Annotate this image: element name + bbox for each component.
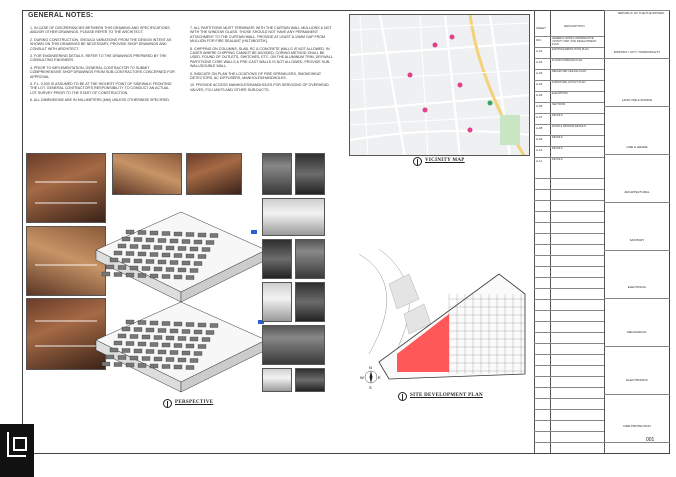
title-block-sheet-desc: FLOOR FINISHING PLAN	[552, 59, 583, 62]
title-block-discipline-row	[604, 10, 670, 11]
shelving-unit	[166, 268, 174, 272]
site-plan-caption-icon	[398, 392, 407, 401]
title-block-sheet-no: A-03	[536, 71, 543, 75]
shelving-unit	[154, 336, 162, 340]
shelving-unit	[158, 350, 166, 354]
archive-photo	[295, 239, 325, 279]
shelving-unit	[130, 266, 138, 270]
shelving-unit	[142, 245, 150, 249]
shelving-unit	[190, 337, 198, 341]
title-block-discipline-row	[604, 250, 670, 251]
archive-photo	[295, 368, 325, 392]
title-block-blank-row	[534, 244, 604, 245]
title-block-sheet-desc: ELEVATIONS	[552, 92, 568, 95]
shelving-unit	[202, 248, 210, 252]
title-block-blank-row	[534, 277, 604, 278]
shelving-unit	[190, 359, 198, 363]
shelving-unit	[150, 321, 158, 325]
title-block-blank-row	[534, 200, 604, 201]
shelving-unit	[194, 262, 202, 266]
shelving-unit	[146, 350, 154, 354]
archive-photo	[262, 282, 292, 322]
title-block-sheet-desc: DETAILS	[552, 114, 563, 117]
note-item: 8. CHIPPING ON COLUMNS, SLAB, RC & CONCRETE WALLS IS NOT ALLOWED. IN CASES WHERE CHIPPING CANNOT BE AVOIDED, CORING METHOD SHALL BE USED. FOUND OF OUTLETS, SWITCHES, ETC. ON THE ALUMINUM TRIM, DRYWALL PARTITIONS CORE WALLS & PRE-CAST WALLS IS NOT ALLOWED. PROVIDE SUB-WALL/DOUBLE WALL.	[190, 46, 333, 69]
shelving-unit	[174, 322, 182, 326]
shelving-unit	[134, 328, 142, 332]
archive-photo	[262, 198, 325, 236]
shelving-unit	[150, 231, 158, 235]
shelving-unit	[114, 341, 122, 345]
shelving-unit	[174, 254, 182, 258]
shelving-unit	[174, 232, 182, 236]
isometric-plan-drawing	[86, 200, 276, 400]
shelving-unit	[126, 230, 134, 234]
shelving-unit	[114, 363, 122, 367]
title-block-sheet-no: A-08	[536, 126, 543, 130]
shelving-unit	[198, 323, 206, 327]
shelving-unit	[186, 254, 194, 258]
shelving-unit	[126, 252, 134, 256]
shelving-unit	[178, 358, 186, 362]
title-block-discipline: ARCHITECTURAL	[624, 190, 650, 194]
title-block-discipline-row	[604, 442, 670, 443]
shelving-unit	[170, 239, 178, 243]
title-block-blank-row	[534, 255, 604, 256]
shelving-unit	[198, 255, 206, 259]
title-block-blank-row	[534, 233, 604, 234]
archive-photo	[295, 282, 325, 322]
note-item: 2. DURING CONSTRUCTION, SHOULD VARIATIONS FROM THE DESIGN INTENT AS SHOWN ON THIS DRAWINGS BE NECESSARY, PROVIDE SHOP DRAWINGS AND CONSULT WITH ARCHITECT.	[30, 37, 172, 51]
title-block-blank-row	[534, 332, 604, 333]
title-block-discipline: MECHANICAL	[627, 330, 647, 334]
title-block-sheet-no: A-07	[536, 115, 543, 119]
shelving-unit	[194, 330, 202, 334]
archive-photo	[262, 239, 292, 279]
title-block-blank-row	[534, 365, 604, 366]
title-block-sheet-no: A-10	[536, 148, 543, 152]
shelving-unit	[118, 356, 126, 360]
shelving-unit	[166, 246, 174, 250]
shelving-unit	[130, 245, 138, 249]
shelving-unit	[138, 231, 146, 235]
title-block-discipline-row	[604, 394, 670, 395]
shelving-unit	[118, 334, 126, 338]
shelving-unit	[210, 324, 218, 328]
shelving-unit	[206, 241, 214, 245]
shelving-unit	[158, 329, 166, 333]
archive-photo	[295, 153, 325, 195]
shelving-unit	[198, 233, 206, 237]
shelving-unit	[202, 338, 210, 342]
title-block-sheet-desc: DETAILS	[552, 136, 563, 139]
title-block	[534, 10, 670, 454]
shelving-unit	[118, 266, 126, 270]
title-block-blank-row	[534, 321, 604, 322]
note-item: 10. PROVIDE ACCESS MANHOLES/HANDHOLES FOR SERVICING OF OVERHEAD VALVES, FCU UNITS AND OTHER SUB-DUCTS.	[190, 83, 329, 92]
shelving-unit	[182, 240, 190, 244]
title-block-blank-row	[534, 431, 604, 432]
title-block-description-header: DESCRIPTION	[564, 24, 585, 28]
perspective-caption: PERSPECTIVE	[175, 400, 214, 405]
shelving-unit	[126, 363, 134, 367]
shelving-unit	[142, 335, 150, 339]
title-block-discipline: LINE & GRADE	[626, 145, 648, 149]
shelving-unit	[126, 342, 134, 346]
archive-photo	[262, 153, 292, 195]
shelving-unit	[162, 253, 170, 257]
shelving-unit	[170, 351, 178, 355]
title-block-republic: REPUBLIC OF THE PHILIPPINES	[617, 11, 665, 15]
title-block-sheet-no: A-02	[536, 60, 543, 64]
shelving-unit	[190, 269, 198, 273]
shelving-unit	[166, 336, 174, 340]
title-block-sheet-no: A-11	[536, 159, 543, 163]
note-item: 3. FOR ENGINEERING DETAILS, REFER TO THE DRAWINGS PREPARED BY THE CONSULTING ENGINEER.	[30, 54, 167, 63]
title-block-discipline-row	[604, 58, 670, 59]
shelving-unit	[194, 240, 202, 244]
title-block-sheet-no: A-05	[536, 93, 543, 97]
shelving-unit	[162, 322, 170, 326]
shelving-unit	[154, 357, 162, 361]
title-block-blank-row	[534, 442, 604, 443]
notes-column-2	[190, 26, 335, 95]
shelving-unit	[106, 265, 114, 269]
title-block-blank-row	[534, 387, 604, 388]
title-block-sheet-desc: DETAILS	[552, 158, 563, 161]
svg-text:E: E	[378, 375, 381, 380]
shelving-unit	[122, 259, 130, 263]
shelving-unit	[162, 275, 170, 279]
title-block-blank-row	[534, 420, 604, 421]
note-item: 7. ALL PARTITIONS MUST TERMINATE WITH THE CURTAIN WALL MULLIONS & NOT WITH THE WINDOW GLASS. THOSE SHOULD NOT HAVE ANY PERMANENT ATTACHMENT TO THE CURTAIN WALL. PROVIDE AT LEAST 6-10MM GAP FROM MULLION FOR FIRE SEALANT (HILTI/BOSTIK).	[190, 26, 332, 44]
title-block-sheet-desc: DOOR & WINDOW DETAILS	[552, 125, 586, 128]
svg-text:S: S	[369, 385, 372, 390]
perspective-caption-icon	[163, 399, 172, 408]
shelving-unit	[114, 273, 122, 277]
title-block-discipline-row	[604, 298, 670, 299]
title-block-sheet-desc: REFLECTED CEILING PLAN	[552, 70, 587, 73]
shelving-unit	[138, 342, 146, 346]
archive-photo	[262, 368, 292, 392]
title-block-blank-row	[534, 354, 604, 355]
title-block-blank-row	[534, 222, 604, 223]
title-block-blank-row	[534, 288, 604, 289]
note-item: 6. ALL DIMENSIONS ARE IN MILLIMETERS (MM) UNLESS OTHERWISE SPECIFIED.	[30, 98, 170, 103]
firm-logo	[0, 424, 34, 477]
shelving-unit	[150, 364, 158, 368]
title-block-blank-row	[534, 189, 604, 190]
shelving-unit	[102, 362, 110, 366]
title-block-sheet-desc: SECTIONS	[552, 103, 566, 106]
shelving-unit	[146, 260, 154, 264]
title-block-discipline: FIRE PROTECTION	[623, 424, 651, 428]
shelving-unit	[198, 345, 206, 349]
shelving-unit	[106, 355, 114, 359]
title-block-sheet-no: A-01	[536, 49, 543, 53]
shelving-unit	[146, 328, 154, 332]
perspective-render-reading-area	[112, 153, 182, 195]
shelving-unit	[186, 233, 194, 237]
title-block-sheet-desc: DETAILS	[552, 147, 563, 150]
title-block-discipline-row	[604, 154, 670, 155]
shelving-unit	[170, 261, 178, 265]
site-development-plan	[349, 244, 530, 394]
shelving-unit	[130, 356, 138, 360]
shelving-unit	[178, 337, 186, 341]
shelving-unit	[186, 366, 194, 370]
shelving-unit	[122, 237, 130, 241]
title-block-discipline-row	[604, 202, 670, 203]
shelving-unit	[126, 273, 134, 277]
sheet-number: 001	[646, 437, 655, 443]
shelving-unit	[186, 323, 194, 327]
shelving-unit	[206, 331, 214, 335]
shelving-unit	[110, 258, 118, 262]
vicinity-map-caption-icon	[413, 157, 422, 166]
shelving-unit	[154, 267, 162, 271]
title-block-blank-row	[534, 310, 604, 311]
title-block-blank-row	[534, 211, 604, 212]
shelving-unit	[146, 238, 154, 242]
title-block-blank-row	[534, 409, 604, 410]
note-item: 5. F.L. 0.000 IS ASSUMED TO BE AT THE HIGHEST POINT OF SIDEWALK FRONTING THE LOT. GENERAL CONTRACTOR'S RESPONSIBILITY TO CONDUCT AN ACTUAL LOT SURVEY PRIOR TO THE START OF CONSTRUCTION.	[30, 82, 172, 95]
shelving-unit	[158, 239, 166, 243]
shelving-unit	[174, 344, 182, 348]
svg-text:W: W	[360, 375, 364, 380]
shelving-unit	[182, 351, 190, 355]
shelving-unit	[174, 275, 182, 279]
shelving-unit	[210, 234, 218, 238]
title-block-sheet-desc: FURNITURE LAYOUT PLAN	[552, 81, 586, 84]
shelving-unit	[138, 274, 146, 278]
title-block-blank-row	[534, 398, 604, 399]
shelving-unit	[134, 349, 142, 353]
shelving-unit	[142, 357, 150, 361]
shelving-unit	[122, 349, 130, 353]
shelving-unit	[166, 358, 174, 362]
vicinity-map-caption: VICINITY MAP	[425, 158, 465, 163]
shelving-unit	[122, 327, 130, 331]
title-block-sheet-desc: EXISTING/DEMOLITION PLAN	[552, 48, 589, 51]
title-block-blank-row	[534, 266, 604, 267]
shelving-unit	[130, 335, 138, 339]
title-block-sheet-no: A-06	[536, 104, 543, 108]
shelving-unit	[178, 247, 186, 251]
shelving-unit	[162, 365, 170, 369]
archive-photo	[262, 325, 325, 365]
shelving-unit	[114, 251, 122, 255]
title-block-sheet-no: 001	[536, 38, 542, 42]
title-block-blank-row	[534, 178, 604, 179]
shelving-unit	[174, 365, 182, 369]
title-block-blank-row	[534, 299, 604, 300]
shelving-unit	[186, 276, 194, 280]
title-block-sheet-header: SHEET	[536, 26, 547, 30]
vicinity-map	[349, 14, 530, 156]
title-block-discipline-row	[604, 346, 670, 347]
title-block-sheet-no: A-04	[536, 82, 543, 86]
perspective-render-archive-hall	[186, 153, 242, 195]
note-item: 4. PRIOR TO IMPLEMENTATION, GENERAL CONTRACTOR TO SUBMIT COMPREHENSIVE SHOP DRAWINGS FROM SUB-CONTRACTORS CONCERNED FOR APPROVAL.	[30, 65, 175, 79]
shelving-unit	[162, 232, 170, 236]
title-block-blank-row	[534, 343, 604, 344]
title-block-discipline: ELECTRONICS	[626, 378, 648, 382]
shelving-unit	[158, 260, 166, 264]
title-block-sheet-no: A-09	[536, 137, 543, 141]
general-notes-title: GENERAL NOTES:	[28, 12, 94, 19]
shelving-unit	[190, 247, 198, 251]
shelving-unit	[138, 321, 146, 325]
shelving-unit	[186, 344, 194, 348]
shelving-unit	[182, 330, 190, 334]
shelving-unit	[150, 343, 158, 347]
title-block-blank-row	[534, 376, 604, 377]
shelving-unit	[154, 246, 162, 250]
general-notes	[28, 14, 338, 144]
title-block-discipline: DISTRICT / CITY / MUNICIPALITY	[613, 50, 661, 54]
title-block-discipline-row	[604, 106, 670, 107]
title-block-discipline: LAND USE & ZONING	[621, 98, 653, 102]
shelving-unit	[150, 274, 158, 278]
title-block-discipline: ELECTRICAL	[627, 285, 647, 289]
site-plan-caption: SITE DEVELOPMENT PLAN	[410, 393, 483, 398]
shelving-unit	[178, 268, 186, 272]
shelving-unit	[126, 320, 134, 324]
notes-column-1	[30, 26, 175, 106]
shelving-unit	[170, 329, 178, 333]
shelving-unit	[150, 253, 158, 257]
title-block-discipline: SANITARY	[629, 238, 645, 242]
shelving-unit	[102, 272, 110, 276]
shelving-unit	[162, 343, 170, 347]
shelving-unit	[138, 252, 146, 256]
shelving-unit	[134, 238, 142, 242]
shelving-unit	[110, 348, 118, 352]
shelving-unit	[138, 364, 146, 368]
shelving-unit	[194, 352, 202, 356]
note-item: 9. INDICATE ON PLAN THE LOCATIONS OF FIRE SPRINKLERS, SMOKE/HEAT DETECTORS, AC DIFFUSERS, MANHOLES/HANDHOLES.	[190, 71, 322, 81]
shelving-unit	[118, 244, 126, 248]
svg-text:N: N	[369, 365, 372, 370]
shelving-unit	[142, 267, 150, 271]
note-item: 1. IN CASE OF DISCREPANCIES BETWEEN THIS DRAWING AND SPECIFICATIONS AND/OR OTHER DRAWINGS, PLEASE REFER TO THE ARCHITECT.	[30, 26, 170, 35]
shelving-unit	[182, 261, 190, 265]
title-block-sheet-desc: GENERAL NOTES, PERSPECTIVE, VICINITY MAP, SITE DEVELOPMENT PLAN	[552, 37, 597, 46]
shelving-unit	[134, 259, 142, 263]
